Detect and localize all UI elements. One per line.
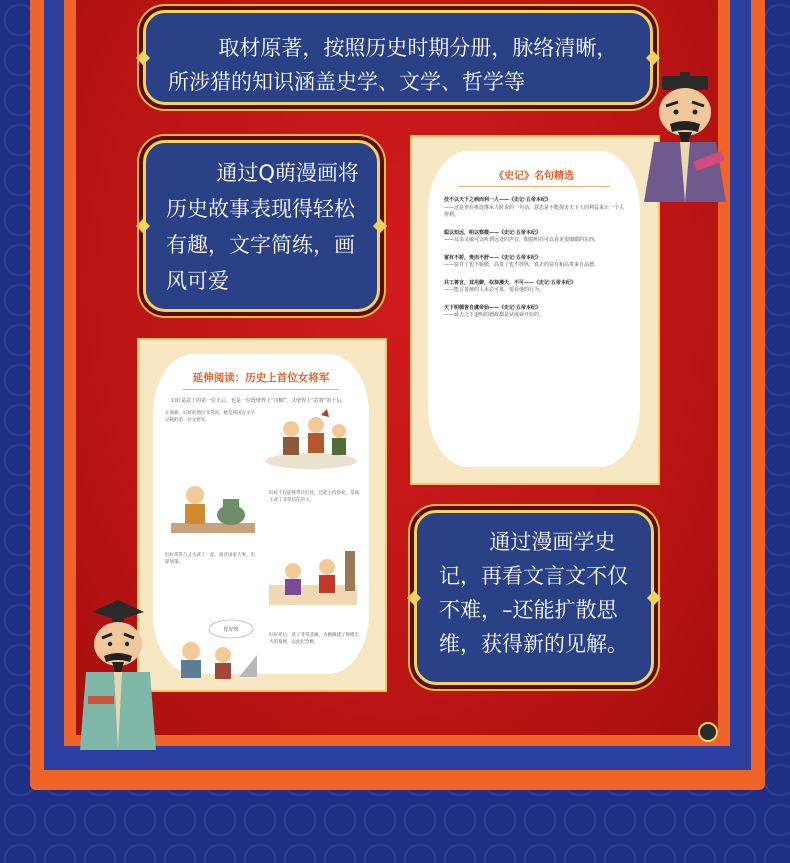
quotes-sheet xyxy=(428,151,640,467)
quote-body: ——富有了也不娇傲，高贵了也不放纵，真正的富有和高贵来自品德。 xyxy=(444,262,600,268)
discussion-illustration xyxy=(265,545,361,611)
quote-body: ——这是尧在挑选继承人时说的一句话，意思是不能损害天下人的利益来让一个人得利。 xyxy=(444,204,625,218)
ancient-scholar-character xyxy=(78,600,158,750)
quote-item xyxy=(444,197,624,220)
quote-item xyxy=(444,230,624,245)
plaque-bottom xyxy=(414,510,654,685)
quote-item xyxy=(444,255,624,270)
quote-body: ——能言善辩的人未必可靠，要看他的行为。 xyxy=(444,287,545,293)
quote-head: 天下明德皆自虞帝始——《史记·五帝本纪》 xyxy=(444,304,541,311)
reading-intro: 妇好是武丁的第一位王后，也是一位既壁得上“巾帼”，又壁得上“武将”的王后。 xyxy=(171,398,347,404)
reading-page xyxy=(137,338,387,692)
plaque-top-text: 取材原著，按照历史时期分册，脉络清晰，所涉猎的知识涵盖史学、文学、哲学等 xyxy=(168,36,618,94)
comic-caption: 妇好常常与丈夫武丁一起，商讨国家大事，出谋划策。 xyxy=(165,553,255,565)
quote-body: ——耳朵灵敏可以听到远处的声音，眼睛明亮可以看见很细微的东西。 xyxy=(444,237,600,243)
tomb-illustration xyxy=(165,615,261,685)
quote-head: 聪以知远，明以察微——《史记·五帝本纪》 xyxy=(444,229,541,236)
quote-item xyxy=(444,280,624,295)
comic-panel-1 xyxy=(153,405,369,475)
title-divider xyxy=(458,186,610,187)
quote-body: ——舜天之下道明的德政都是从虞舜开始的。 xyxy=(444,312,545,318)
quote-head: 技不以天下之病而利一人——《史记·五帝本纪》 xyxy=(444,197,551,203)
battle-illustration xyxy=(261,407,361,471)
comic-panel-2 xyxy=(153,475,369,545)
comic-caption: 妇好死后，武丁非常悲痛，为她修建了规模宏大的墓葬，以此纪念她。 xyxy=(269,633,359,645)
quote-item xyxy=(444,305,624,320)
corner-rivet-icon xyxy=(698,722,718,742)
speech-bubble-text: 你好呀 xyxy=(223,627,239,633)
ancient-official-character xyxy=(640,72,730,202)
comic-caption: 在商朝，妇好的地位非常高，她是我国有文字记载的第一位女将军。 xyxy=(165,411,255,423)
title-divider xyxy=(183,389,339,390)
plaque-middle-text: 通过Q萌漫画将历史故事表现得轻松有趣，文字简练，画风可爱 xyxy=(166,161,359,293)
reading-sheet xyxy=(153,354,369,674)
plaque-middle xyxy=(143,140,380,312)
comic-panel-4 xyxy=(153,615,369,685)
quote-head: 共工善言，其用僻，似恭漫天，不可——《史记·五帝本纪》 xyxy=(444,279,576,286)
quote-head: 富有不骄，贵而不舒——《史记·五帝本纪》 xyxy=(444,254,541,261)
quotes-title: 《史记》名句精选 xyxy=(494,171,574,182)
comic-caption: 妇好不仅能够带兵打仗，还能主持祭祀，是商王武丁非常信任的人。 xyxy=(269,491,359,503)
plaque-top xyxy=(143,10,653,105)
comic-panel-3 xyxy=(153,545,369,615)
ritual-illustration xyxy=(165,475,261,543)
quotes-page xyxy=(410,135,660,485)
plaque-bottom-text: 通过漫画学史记，再看文言文不仅不难，–还能扩散思维，获得新的见解。 xyxy=(439,530,628,656)
reading-title: 延伸阅读：历史上首位女将军 xyxy=(192,372,330,384)
